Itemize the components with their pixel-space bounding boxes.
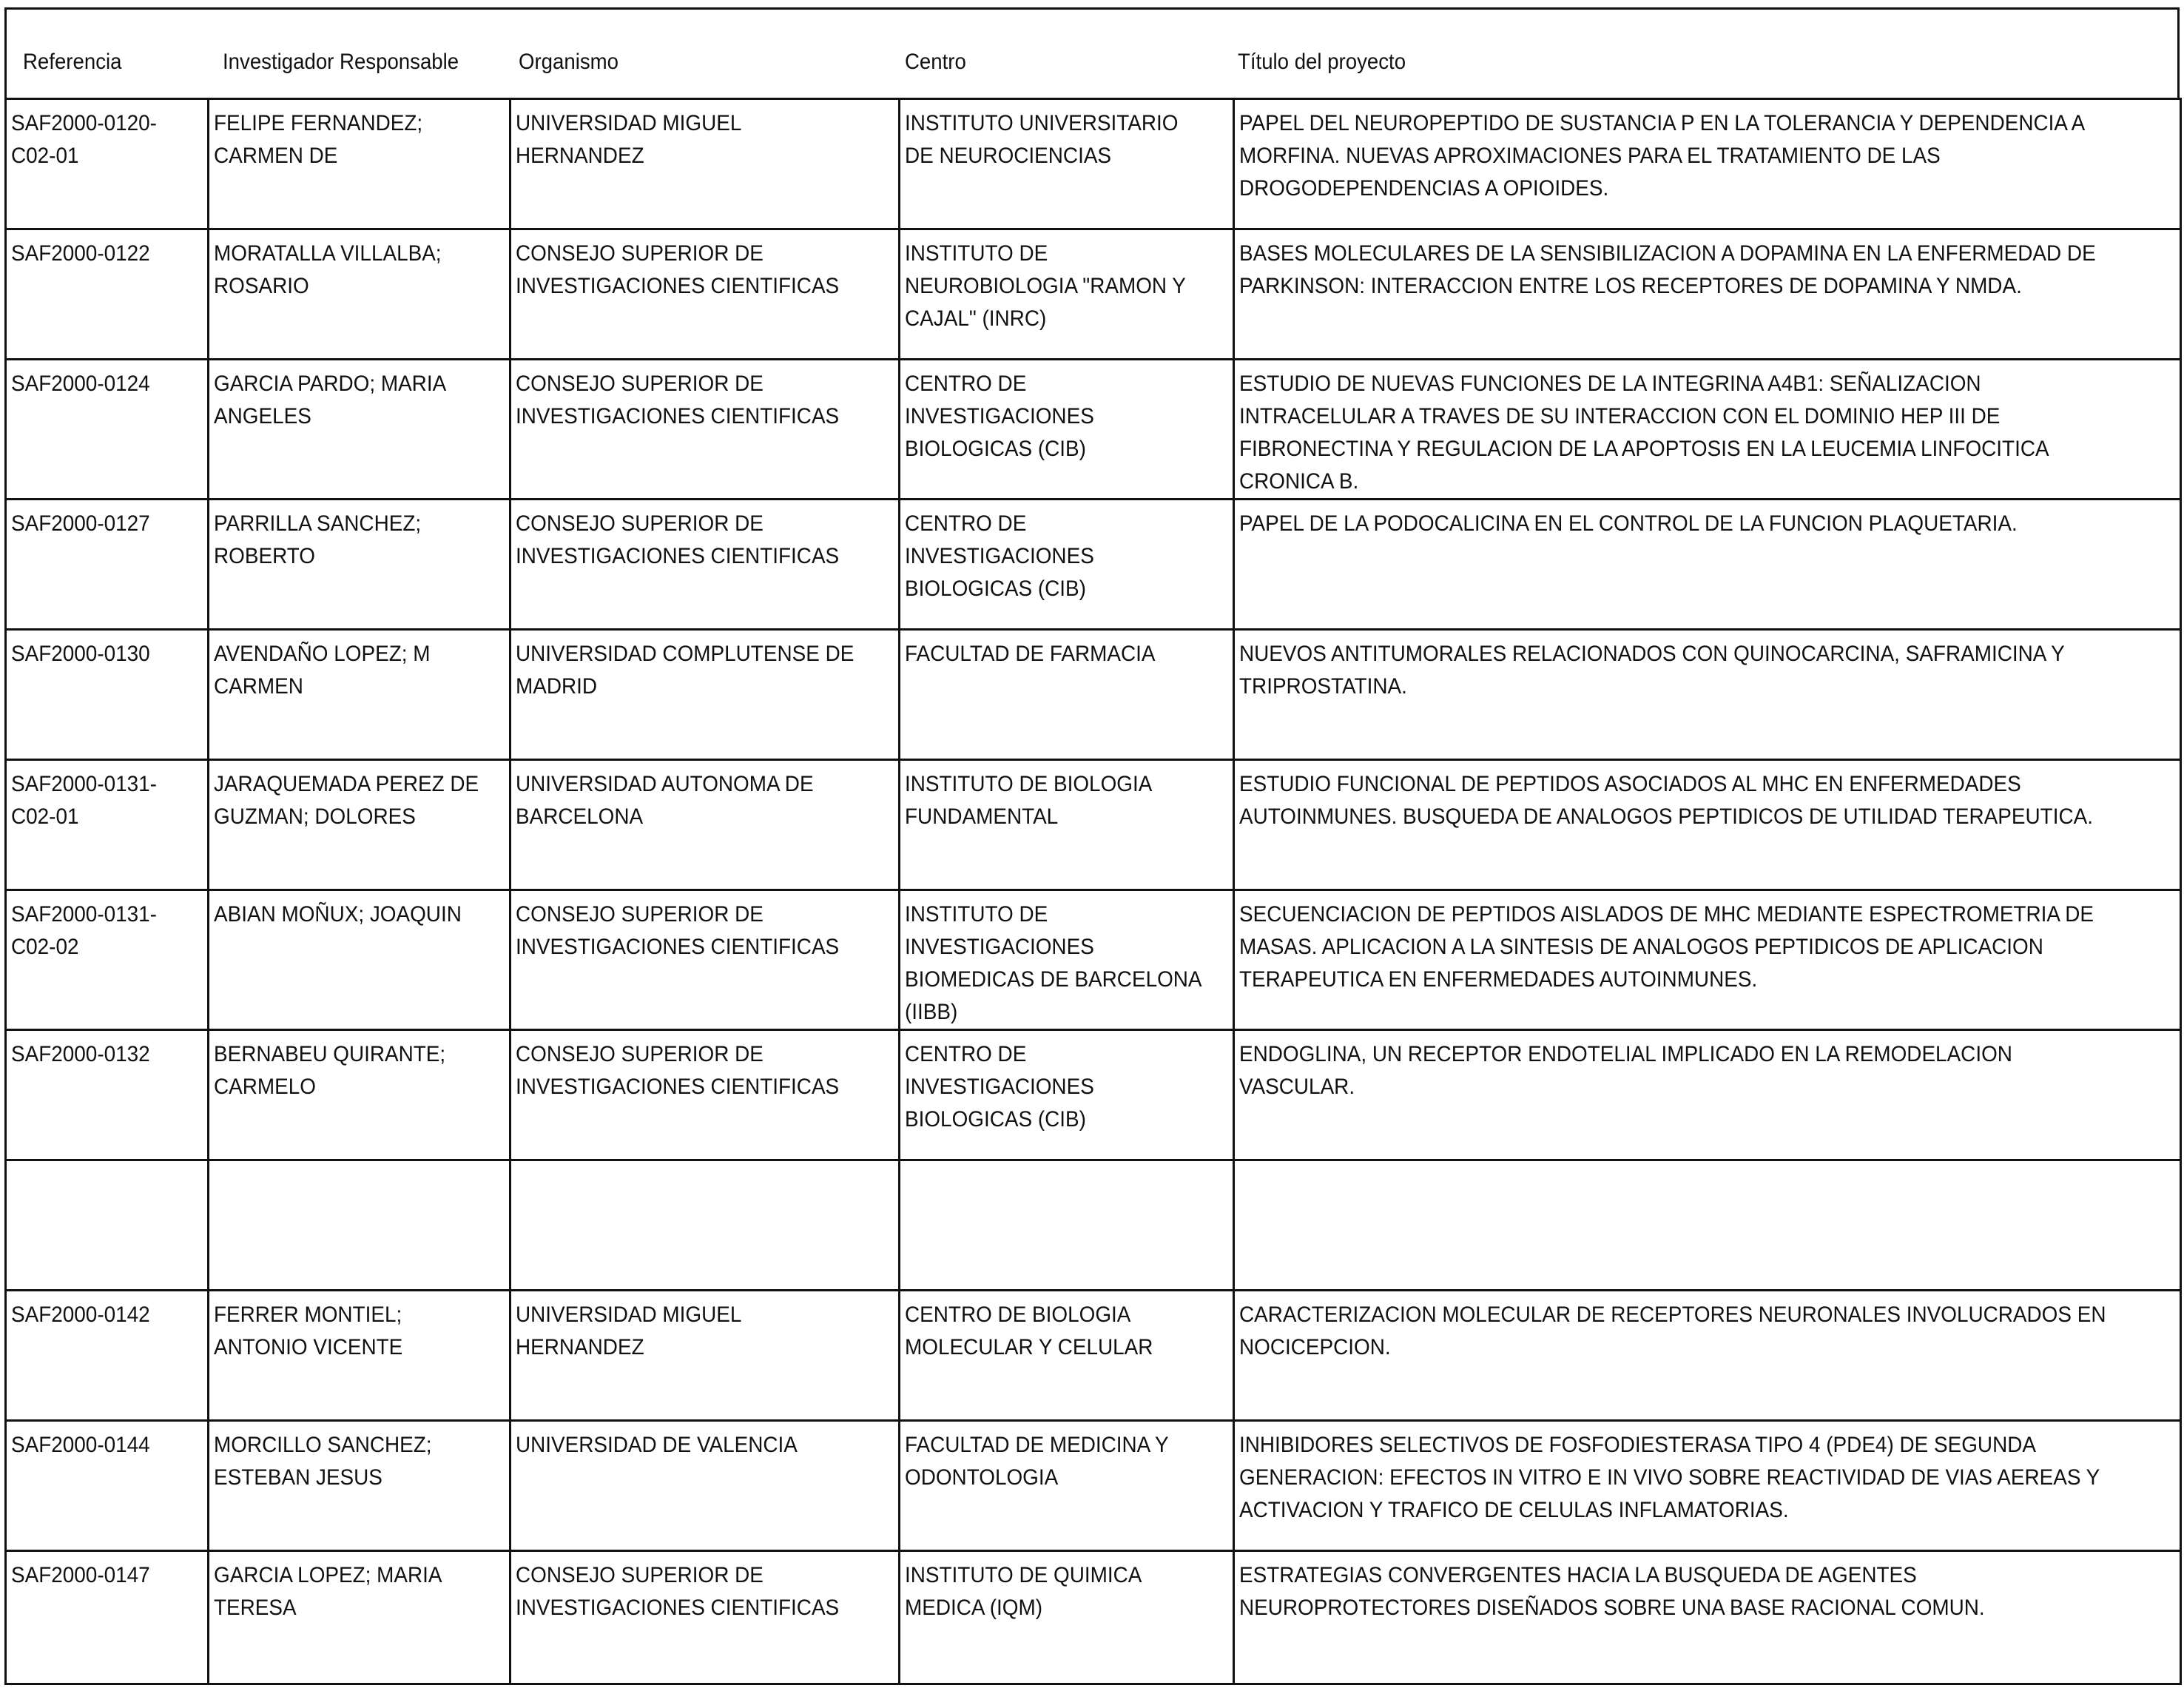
table-row [6,630,2181,760]
cell-referencia: SAF2000-0124 [6,360,209,500]
table-row [6,99,2181,229]
cell-organismo: UNIVERSIDAD MIGUEL HERNANDEZ [510,99,900,229]
cell-organismo: CONSEJO SUPERIOR DE INVESTIGACIONES CIENTIFICAS [510,1551,900,1684]
header-investigador: Investigador Responsable [223,50,459,74]
header-organismo: Organismo [519,50,619,74]
cell-titulo: ESTUDIO DE NUEVAS FUNCIONES DE LA INTEGRINA A4B1: SEÑALIZACION INTRACELULAR A TRAVES DE SU INTERACCION CON EL DOMINIO HEP III DE FIBRONECTINA Y REGULACION DE LA APOPTOSIS EN LA LEUCEMIA LINFOCITICA CRONICA B. [1234,360,2181,500]
cell-titulo: ESTUDIO FUNCIONAL DE PEPTIDOS ASOCIADOS AL MHC EN ENFERMEDADES AUTOINMUNES. BUSQUEDA DE ANALOGOS PEPTIDICOS DE UTILIDAD TERAPEUTICA. [1234,760,2181,890]
cell-investigador: JARAQUEMADA PEREZ DE GUZMAN; DOLORES [209,760,510,890]
table-row [6,760,2181,890]
cell-investigador: GARCIA LOPEZ; MARIA TERESA [209,1551,510,1684]
cell-investigador: MORCILLO SANCHEZ; ESTEBAN JESUS [209,1421,510,1551]
cell-referencia: SAF2000-0130 [6,630,209,760]
cell-referencia: SAF2000-0142 [6,1291,209,1421]
table-row [6,1291,2181,1421]
cell-organismo [510,1160,900,1291]
table-row [6,1030,2181,1160]
cell-titulo: CARACTERIZACION MOLECULAR DE RECEPTORES NEURONALES INVOLUCRADOS EN NOCICEPCION. [1234,1291,2181,1421]
cell-referencia: SAF2000-0122 [6,229,209,360]
cell-investigador [209,1160,510,1291]
cell-centro: FACULTAD DE MEDICINA Y ODONTOLOGIA [900,1421,1234,1551]
table-row [6,890,2181,1030]
cell-referencia: SAF2000-0120-C02-01 [6,99,209,229]
cell-referencia: SAF2000-0131-C02-01 [6,760,209,890]
cell-titulo: SECUENCIACION DE PEPTIDOS AISLADOS DE MHC MEDIANTE ESPECTROMETRIA DE MASAS. APLICACION A LA SINTESIS DE ANALOGOS PEPTIDICOS DE APLICACION TERAPEUTICA EN ENFERMEDADES AUTOINMUNES. [1234,890,2181,1030]
cell-titulo [1234,1160,2181,1291]
cell-organismo: CONSEJO SUPERIOR DE INVESTIGACIONES CIENTIFICAS [510,229,900,360]
cell-titulo: ESTRATEGIAS CONVERGENTES HACIA LA BUSQUEDA DE AGENTES NEUROPROTECTORES DISEÑADOS SOBRE UNA BASE RACIONAL COMUN. [1234,1551,2181,1684]
table-row [6,360,2181,500]
cell-centro: INSTITUTO DE NEUROBIOLOGIA "RAMON Y CAJAL" (INRC) [900,229,1234,360]
cell-centro: CENTRO DE INVESTIGACIONES BIOLOGICAS (CIB) [900,1030,1234,1160]
header-titulo: Título del proyecto [1238,50,1406,74]
cell-titulo: NUEVOS ANTITUMORALES RELACIONADOS CON QUINOCARCINA, SAFRAMICINA Y TRIPROSTATINA. [1234,630,2181,760]
cell-centro: INSTITUTO DE INVESTIGACIONES BIOMEDICAS DE BARCELONA (IIBB) [900,890,1234,1030]
projects-table [4,98,2182,1685]
cell-organismo: UNIVERSIDAD DE VALENCIA [510,1421,900,1551]
cell-investigador: PARRILLA SANCHEZ; ROBERTO [209,500,510,630]
cell-centro: CENTRO DE INVESTIGACIONES BIOLOGICAS (CIB) [900,360,1234,500]
cell-organismo: CONSEJO SUPERIOR DE INVESTIGACIONES CIENTIFICAS [510,500,900,630]
cell-organismo: UNIVERSIDAD MIGUEL HERNANDEZ [510,1291,900,1421]
cell-centro: INSTITUTO UNIVERSITARIO DE NEUROCIENCIAS [900,99,1234,229]
cell-referencia [6,1160,209,1291]
table-row [6,1551,2181,1684]
cell-titulo: INHIBIDORES SELECTIVOS DE FOSFODIESTERASA TIPO 4 (PDE4) DE SEGUNDA GENERACION: EFECTOS IN VITRO E IN VIVO SOBRE REACTIVIDAD DE VIAS AEREAS Y ACTIVACION Y TRAFICO DE CELULAS INFLAMATORIAS. [1234,1421,2181,1551]
cell-organismo: CONSEJO SUPERIOR DE INVESTIGACIONES CIENTIFICAS [510,1030,900,1160]
cell-investigador: MORATALLA VILLALBA; ROSARIO [209,229,510,360]
cell-titulo: PAPEL DE LA PODOCALICINA EN EL CONTROL DE LA FUNCION PLAQUETARIA. [1234,500,2181,630]
cell-centro: CENTRO DE BIOLOGIA MOLECULAR Y CELULAR [900,1291,1234,1421]
cell-titulo: BASES MOLECULARES DE LA SENSIBILIZACION A DOPAMINA EN LA ENFERMEDAD DE PARKINSON: INTERACCION ENTRE LOS RECEPTORES DE DOPAMINA Y NMDA. [1234,229,2181,360]
header-centro: Centro [905,50,966,74]
cell-organismo: UNIVERSIDAD COMPLUTENSE DE MADRID [510,630,900,760]
cell-titulo: ENDOGLINA, UN RECEPTOR ENDOTELIAL IMPLICADO EN LA REMODELACION VASCULAR. [1234,1030,2181,1160]
cell-investigador: FERRER MONTIEL; ANTONIO VICENTE [209,1291,510,1421]
cell-centro: INSTITUTO DE BIOLOGIA FUNDAMENTAL [900,760,1234,890]
cell-organismo: CONSEJO SUPERIOR DE INVESTIGACIONES CIENTIFICAS [510,890,900,1030]
cell-investigador: AVENDAÑO LOPEZ; M CARMEN [209,630,510,760]
cell-centro: INSTITUTO DE QUIMICA MEDICA (IQM) [900,1551,1234,1684]
cell-referencia: SAF2000-0144 [6,1421,209,1551]
cell-referencia: SAF2000-0131-C02-02 [6,890,209,1030]
cell-centro: CENTRO DE INVESTIGACIONES BIOLOGICAS (CIB) [900,500,1234,630]
cell-investigador: ABIAN MOÑUX; JOAQUIN [209,890,510,1030]
cell-referencia: SAF2000-0147 [6,1551,209,1684]
cell-referencia: SAF2000-0127 [6,500,209,630]
cell-organismo: UNIVERSIDAD AUTONOMA DE BARCELONA [510,760,900,890]
cell-organismo: CONSEJO SUPERIOR DE INVESTIGACIONES CIENTIFICAS [510,360,900,500]
cell-centro [900,1160,1234,1291]
cell-investigador: FELIPE FERNANDEZ; CARMEN DE [209,99,510,229]
cell-investigador: GARCIA PARDO; MARIA ANGELES [209,360,510,500]
table-row [6,229,2181,360]
table-row [6,500,2181,630]
cell-titulo: PAPEL DEL NEUROPEPTIDO DE SUSTANCIA P EN LA TOLERANCIA Y DEPENDENCIA A MORFINA. NUEVAS APROXIMACIONES PARA EL TRATAMIENTO DE LAS DROGODEPENDENCIAS A OPIOIDES. [1234,99,2181,229]
cell-investigador: BERNABEU QUIRANTE; CARMELO [209,1030,510,1160]
table-header [4,7,2180,98]
table-row-empty [6,1160,2181,1291]
header-referencia: Referencia [23,50,122,74]
table-row [6,1421,2181,1551]
cell-referencia: SAF2000-0132 [6,1030,209,1160]
cell-centro: FACULTAD DE FARMACIA [900,630,1234,760]
